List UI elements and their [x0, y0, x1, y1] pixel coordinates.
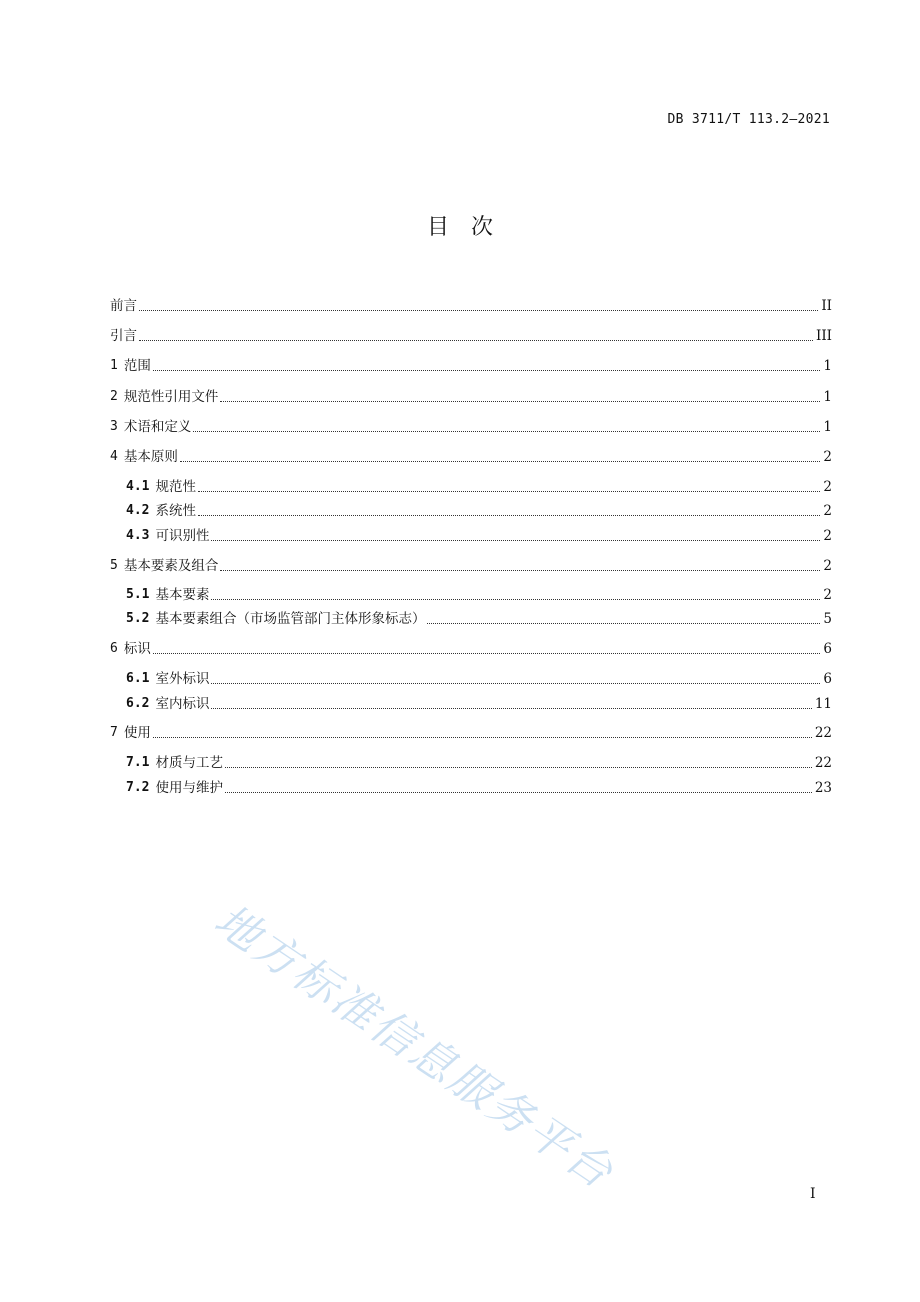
toc-leader-dots	[198, 491, 820, 492]
toc-entry[interactable]	[126, 778, 832, 798]
toc-entry-label: 术语和定义	[123, 419, 192, 435]
toc-entry-number: 4.2	[126, 503, 150, 518]
toc-entry-label: 前言	[110, 298, 137, 314]
toc-entry[interactable]	[126, 585, 832, 605]
toc-entry-page: 6	[823, 641, 832, 657]
toc-entry-page: 1	[823, 358, 832, 374]
toc-entry[interactable]	[110, 639, 832, 659]
toc-entry-page: 2	[823, 479, 832, 495]
toc-leader-dots	[225, 767, 812, 768]
toc-entry-label: 基本要素	[155, 587, 210, 603]
toc-entry-label: 室内标识	[155, 696, 210, 712]
toc-entry-page: 1	[823, 419, 832, 435]
toc-entry[interactable]	[110, 387, 832, 407]
toc-entry-page: 2	[823, 449, 832, 465]
toc-entry[interactable]	[110, 417, 832, 437]
toc-entry[interactable]	[126, 694, 832, 714]
toc-entry-label: 系统性	[155, 503, 196, 519]
toc-entry[interactable]	[110, 296, 832, 316]
toc-entry-number: 6.1	[126, 671, 150, 686]
toc-entry[interactable]	[110, 723, 832, 743]
toc-entry-label: 可识别性	[155, 528, 210, 544]
toc-leader-dots	[211, 683, 820, 684]
toc-leader-dots	[220, 401, 820, 402]
toc-entry-page: 2	[823, 558, 832, 574]
toc-entry[interactable]	[110, 556, 832, 576]
toc-entry-label: 标识	[123, 641, 151, 657]
toc-leader-dots	[220, 570, 820, 571]
toc-leader-dots	[180, 461, 821, 462]
toc-leader-dots	[153, 653, 821, 654]
toc-entry-page: III	[816, 328, 832, 344]
toc-entry-number: 7.2	[126, 780, 150, 795]
toc-entry-number: 7.1	[126, 755, 150, 770]
toc-leader-dots	[153, 737, 812, 738]
toc-entry-number: 4	[110, 449, 118, 464]
toc-leader-dots	[427, 623, 820, 624]
toc-entry-label: 材质与工艺	[155, 755, 223, 771]
toc-entry-page: 22	[814, 725, 832, 741]
toc-entry-number: 5.2	[126, 611, 150, 626]
toc-leader-dots	[193, 431, 820, 432]
toc-entry[interactable]	[126, 753, 832, 773]
toc-entry-page: 6	[823, 671, 832, 687]
toc-entry-label: 基本要素及组合	[123, 558, 219, 574]
toc-entry-number: 5	[110, 558, 118, 573]
toc-leader-dots	[211, 708, 811, 709]
toc-title: 目 次	[426, 215, 493, 240]
toc-entry-page: 11	[814, 696, 832, 712]
toc-entry[interactable]	[110, 326, 832, 346]
toc-entry-label: 使用	[123, 725, 151, 741]
toc-leader-dots	[211, 540, 820, 541]
document-code: DB 3711/T 113.2—2021	[667, 112, 830, 127]
toc-entry[interactable]	[126, 526, 832, 546]
toc-leader-dots	[139, 310, 818, 311]
toc-entry-label: 规范性引用文件	[123, 389, 219, 405]
toc-entry-page: 5	[823, 611, 832, 627]
toc-entry-number: 6.2	[126, 696, 150, 711]
toc-entry[interactable]	[126, 477, 832, 497]
toc-leader-dots	[198, 515, 820, 516]
toc-leader-dots	[211, 599, 820, 600]
toc-entry[interactable]	[110, 447, 832, 467]
toc-entry-page: 2	[823, 528, 832, 544]
toc-entry[interactable]	[126, 609, 832, 629]
toc-entry[interactable]	[126, 669, 832, 689]
toc-entry-number: 3	[110, 419, 118, 434]
toc-entry-label: 引言	[110, 328, 137, 344]
toc-entry-number: 7	[110, 725, 118, 740]
toc-entry-label: 室外标识	[155, 671, 210, 687]
toc-entry-label: 规范性	[155, 479, 196, 495]
watermark: 地方标准信息服务平台	[205, 894, 624, 1200]
toc-entry-page: II	[821, 298, 832, 314]
toc-entry-number: 1	[110, 358, 118, 373]
toc-entry-label: 基本原则	[123, 449, 178, 465]
toc-entry-page: 23	[814, 780, 832, 796]
toc-entry-page: 2	[823, 503, 832, 519]
toc-entry[interactable]	[126, 501, 832, 521]
toc-entry-label: 使用与维护	[155, 780, 223, 796]
toc-leader-dots	[225, 792, 812, 793]
toc-leader-dots	[139, 340, 813, 341]
toc-entry-number: 4.3	[126, 528, 150, 543]
toc-leader-dots	[153, 370, 821, 371]
toc-entry-page: 2	[823, 587, 832, 603]
page-number: I	[810, 1186, 816, 1202]
toc-entry-label: 基本要素组合（市场监管部门主体形象标志）	[155, 611, 426, 627]
toc-entry-page: 1	[823, 389, 832, 405]
toc-entry-number: 4.1	[126, 479, 150, 494]
toc-entry-page: 22	[814, 755, 832, 771]
toc-entry-number: 6	[110, 641, 118, 656]
toc-entry[interactable]	[110, 356, 832, 376]
toc-entry-number: 2	[110, 389, 118, 404]
toc-entry-label: 范围	[123, 358, 151, 374]
toc-entry-number: 5.1	[126, 587, 150, 602]
